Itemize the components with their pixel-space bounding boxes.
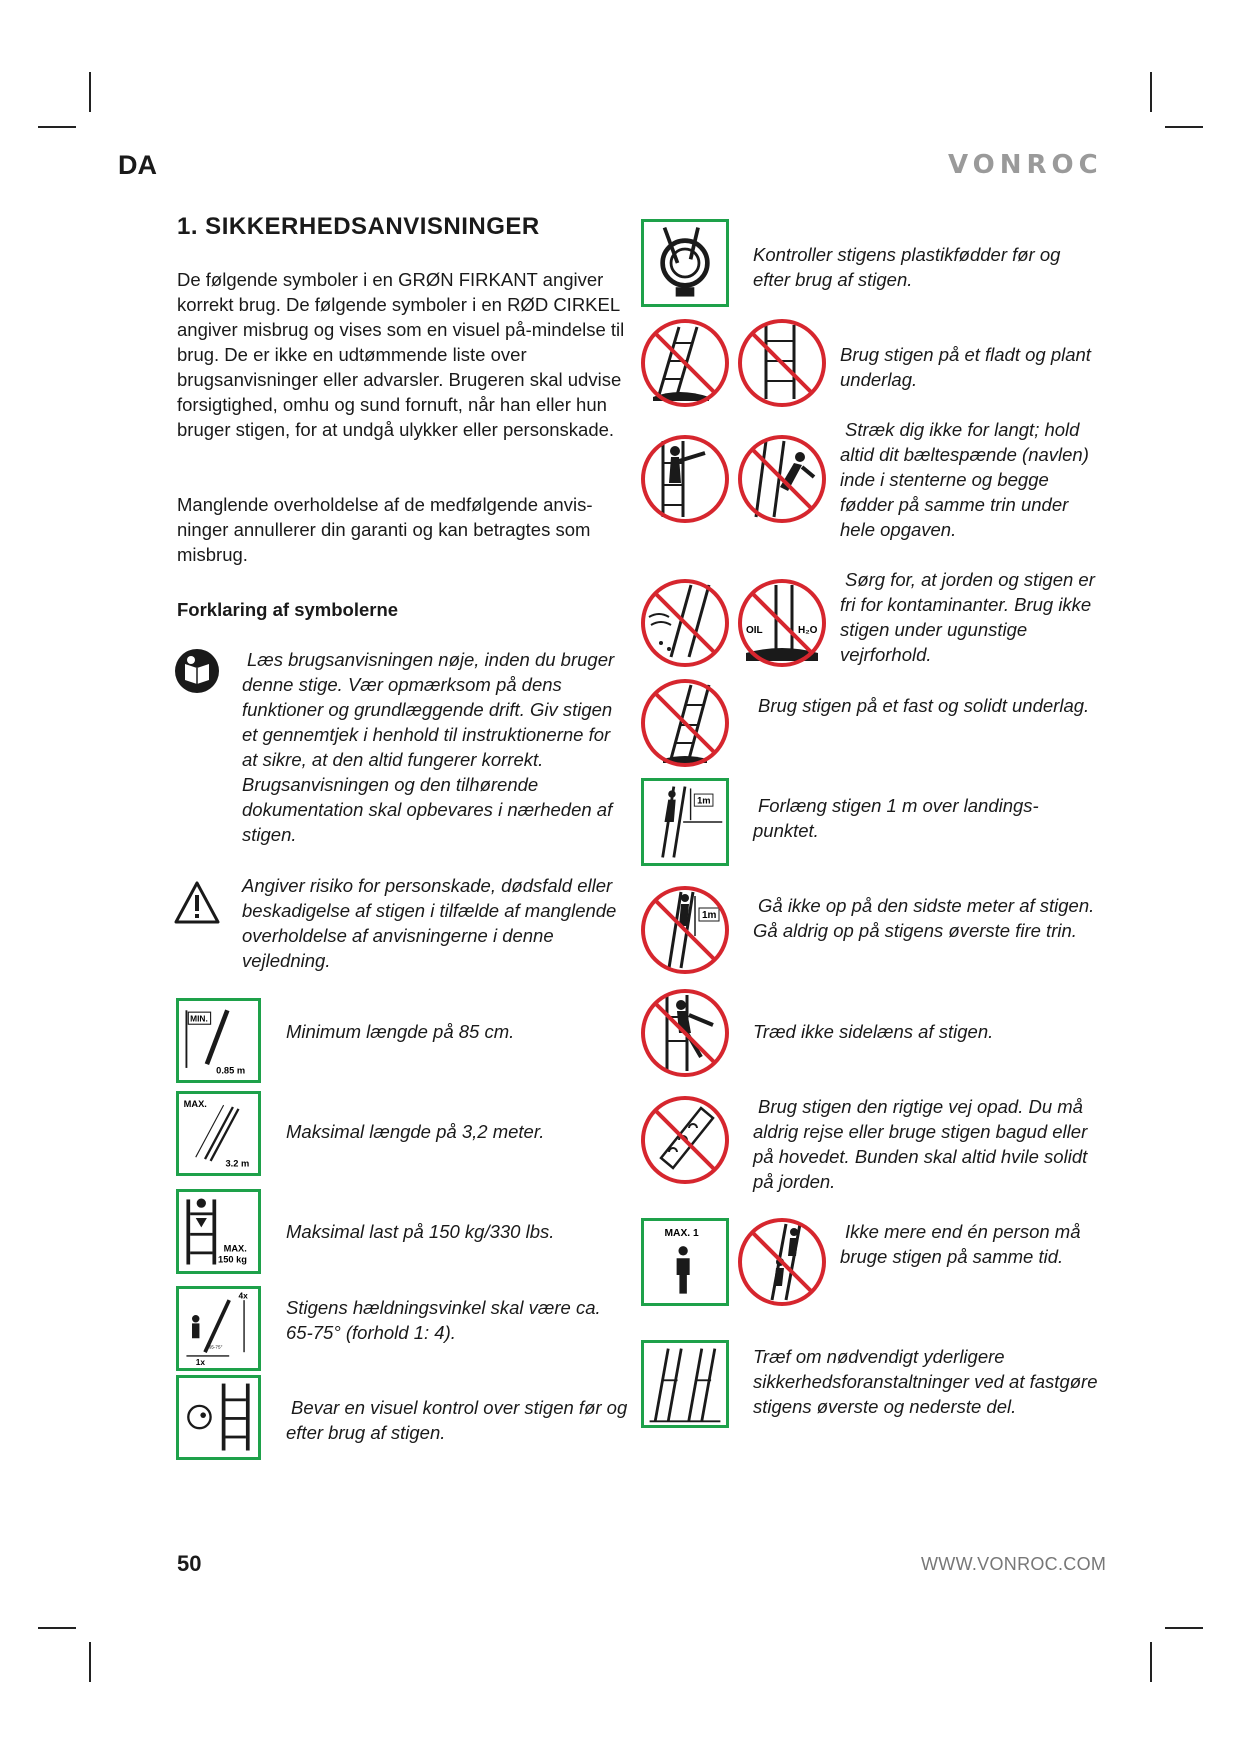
- intro-paragraph: De følgende symboler i en GRØN FIRKANT angiver korrekt brug. De følgende symboler i en RØD CIRKEL angiver misbrug og vises som en visuel på-mindelse til brug. De er ikke en udtømmende liste over brugsanvisninger eller advarsler. Brugeren skal udvise forsigtighed, omhu og sund fornuft, når han eller hun bruger stigen, for at undgå ulykker eller personskade.: [177, 269, 625, 440]
- flat-ground-icon: [639, 317, 731, 409]
- crop-mark: [1150, 1642, 1152, 1682]
- one-person-icon: [641, 1218, 729, 1306]
- max-load-icon: [176, 1189, 261, 1274]
- oil-water-icon: [736, 577, 828, 669]
- angle-icon: [176, 1286, 261, 1371]
- secure-ladder-icon: [641, 1340, 729, 1428]
- secure-ladder-text: Træf om nødvendigt yderligere sikkerhedsforanstaltninger ved at fastgøre stigens øverste og nederste del.: [753, 1346, 1098, 1417]
- max-load-text: Maksimal last på 150 kg/330 lbs.: [286, 1221, 555, 1242]
- max-load-value: 150 kg: [218, 1254, 247, 1265]
- max-load-label: MAX.: [223, 1243, 247, 1254]
- page-number: 50: [177, 1551, 202, 1576]
- crop-mark: [89, 72, 91, 112]
- min-label: MIN.: [190, 1013, 208, 1024]
- no-overreach-icon: [639, 433, 731, 525]
- no-contaminants-icon: [639, 577, 731, 669]
- crop-mark: [38, 1627, 76, 1629]
- one-person-text: Ikke mere end én person må bruge stigen på samme tid.: [840, 1221, 1081, 1267]
- crop-mark: [1165, 1627, 1203, 1629]
- min-value: 0.85 m: [216, 1065, 246, 1076]
- check-feet-text: Kontroller stigens plastikfødder før og efter brug af stigen.: [753, 244, 1061, 290]
- check-feet-icon: [641, 219, 729, 307]
- visual-inspection-text: Bevar en visuel kontrol over stigen før og efter brug af stigen.: [286, 1397, 628, 1443]
- symbols-heading: Forklaring af symbolerne: [177, 599, 399, 620]
- crop-mark: [1165, 126, 1203, 128]
- crop-mark: [38, 126, 76, 128]
- angle-ratio-bottom: 1x: [195, 1357, 206, 1368]
- angle-ratio-top: 4x: [238, 1290, 248, 1301]
- firm-ground-text: Brug stigen på et fast og solidt underlag.: [758, 695, 1090, 716]
- no-top-meter-icon: [639, 884, 731, 976]
- max-length-value: 3.2 m: [225, 1158, 250, 1169]
- firm-ground-icon: [639, 677, 731, 769]
- section-title: 1. SIKKERHEDSANVISNINGER: [177, 213, 540, 240]
- warranty-paragraph: Manglende overholdelse af de medfølgende anvis-ninger annullerer din garanti og kan betragtes som misbrug.: [177, 494, 593, 565]
- brand-logo: VONROC: [948, 150, 1103, 180]
- no-side-step-icon: [639, 987, 731, 1079]
- no-top-meter-label: 1m: [702, 910, 717, 921]
- max-length-text: Maksimal længde på 3,2 meter.: [286, 1121, 545, 1142]
- crop-mark: [1150, 72, 1152, 112]
- one-person-label: MAX. 1: [664, 1227, 699, 1239]
- no-overreach-text: Stræk dig ikke for langt; hold altid dit bæltespænde (navlen) inde i stenterne og begge fødder på samme trin under hele opgaven.: [840, 419, 1089, 540]
- read-manual-text: Læs brugsanvisningen nøje, inden du bruger denne stige. Vær opmærksom på dens funktioner og grundlæggende drift. Giv stigen et gennemtjek i henhold til instruktionerne for at sikre, at den altid fungerer korrekt. Brugsanvisningen og den tilhørende dokumentation skal opbevares i nærheden af stigen.: [242, 649, 615, 845]
- warning-text: Angiver risiko for personskade, dødsfald eller beskadigelse af stigen i tilfælde af manglende overholdelse af anvisningerne i denne vejledning.: [242, 875, 617, 971]
- no-two-persons-icon: [736, 1216, 828, 1308]
- flat-ground-text: Brug stigen på et fladt og plant underlag.: [840, 344, 1091, 390]
- extend-1m-icon: [641, 778, 729, 866]
- extend-1m-label: 1m: [697, 795, 711, 806]
- oil-label: OIL: [746, 625, 763, 636]
- warning-triangle-icon: [174, 880, 220, 926]
- extend-1m-text: Forlæng stigen 1 m over landings-punktet.: [753, 795, 1039, 841]
- min-length-text: Minimum længde på 85 cm.: [286, 1021, 515, 1042]
- no-lean-icon: [736, 433, 828, 525]
- website-url: WWW.VONROC.COM: [921, 1554, 1107, 1574]
- angle-degrees: 65-75°: [208, 1344, 223, 1350]
- right-way-up-text: Brug stigen den rigtige vej opad. Du må aldrig rejse eller bruge stigen bagud eller på hovedet. Bunden skal altid hvile solidt på jorden.: [753, 1096, 1088, 1192]
- max-length-label: MAX.: [183, 1099, 207, 1110]
- water-label: H₂O: [798, 625, 818, 636]
- uneven-ground-icon: [736, 317, 828, 409]
- no-side-step-text: Træd ikke sidelæns af stigen.: [753, 1021, 994, 1042]
- min-length-icon: [176, 998, 261, 1083]
- angle-text: Stigens hældningsvinkel skal være ca. 65-75° (forhold 1: 4).: [286, 1297, 601, 1343]
- right-way-up-icon: [639, 1094, 731, 1186]
- crop-mark: [89, 1642, 91, 1682]
- visual-inspection-icon: [176, 1375, 261, 1460]
- language-code: DA: [118, 150, 157, 180]
- read-manual-icon: [174, 648, 220, 694]
- no-contaminants-text: Sørg for, at jorden og stigen er fri for kontaminanter. Brug ikke stigen under ugunstige vejrforhold.: [840, 569, 1095, 665]
- max-length-icon: [176, 1091, 261, 1176]
- no-top-meter-text: Gå ikke op på den sidste meter af stigen. Gå aldrig op på stigens øverste fire trin.: [753, 895, 1095, 941]
